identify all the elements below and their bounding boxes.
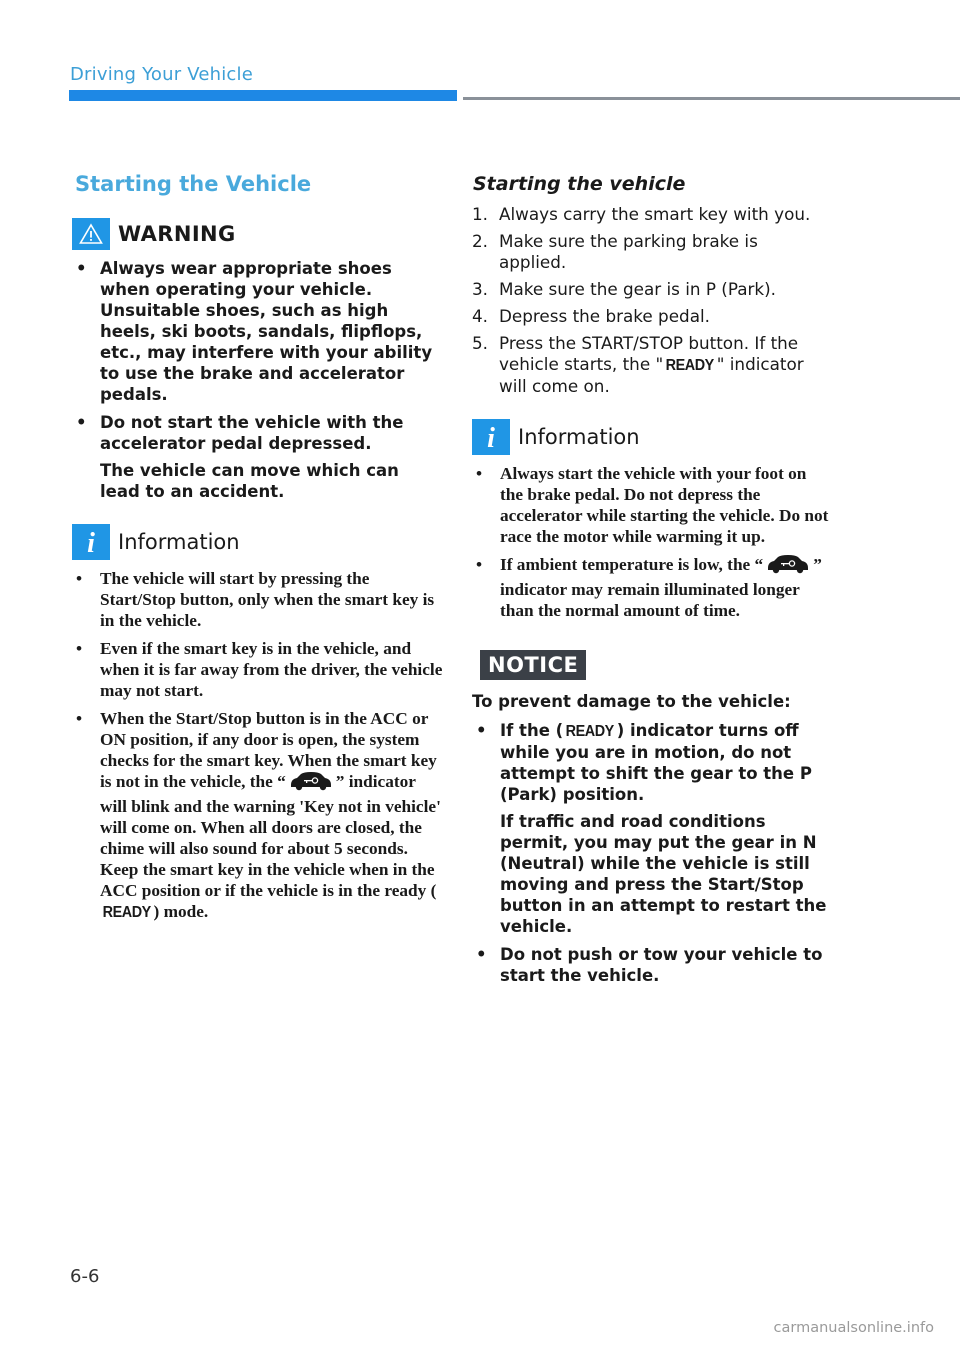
info-item-temperature-text-2: ” indicator may remain illuminated longer than the normal amount of time. <box>500 555 822 620</box>
info-item-acc-text-1: When the Start/Stop button is in the ACC or ON position, if any door is open, the system checks for the smart key. When the smart key is not in the vehicle, the “ <box>100 709 437 791</box>
step-number: 5. <box>472 333 489 353</box>
notice-item-ready-off-extra: If traffic and road conditions permit, you may put the gear in N (Neutral) while the vehicle is still moving and press the Start/Stop button in an attempt to restart the vehicle. <box>500 812 827 936</box>
notice-list <box>472 720 830 986</box>
warning-triangle-icon <box>72 218 110 250</box>
header-rule-grey <box>463 97 960 100</box>
step-text: " indicator will come on. <box>499 354 804 396</box>
info-item-distance: • Even if the smart key is in the vehicle, and when it is far away from the driver, the vehicle may not start. <box>72 638 444 701</box>
section-title: Starting the Vehicle <box>75 172 312 196</box>
step-item <box>472 279 830 300</box>
page-number: 6-6 <box>70 1266 100 1287</box>
step-item <box>472 333 830 397</box>
right-column <box>472 172 830 993</box>
step-text: Make sure the gear is in P (Park). <box>499 279 776 299</box>
notice-label: NOTICE <box>480 650 586 680</box>
step-number: 1. <box>472 204 489 224</box>
notice-item-push-tow: • Do not push or tow your vehicle to start the vehicle. <box>472 944 830 986</box>
info-icon <box>472 419 510 455</box>
info-label-left: Information <box>118 530 240 554</box>
info-item-acc <box>72 708 444 923</box>
step-number: 2. <box>472 231 489 251</box>
header-title: Driving Your Vehicle <box>70 64 253 85</box>
step-text: Make sure the parking brake is applied. <box>499 231 758 272</box>
ready-indicator: READY <box>565 723 615 740</box>
info-item-foot-brake: • Always start the vehicle with your foot on the brake pedal. Do not depress the accelerator while starting the vehicle. Do not race the motor while warming it up. <box>472 463 830 547</box>
info-item-acc-text-3: ) mode. <box>153 902 209 921</box>
info-list-right <box>472 463 830 621</box>
notice-item-text-1: If the ( <box>500 721 564 740</box>
info-heading-right <box>472 419 830 455</box>
info-list-left <box>72 568 444 923</box>
warning-item-pedal-extra: The vehicle can move which can lead to an accident. <box>100 461 399 501</box>
info-heading-left <box>72 524 444 560</box>
info-item-start: • The vehicle will start by pressing the Start/Stop button, only when the smart key is in the vehicle. <box>72 568 444 631</box>
info-icon <box>72 524 110 560</box>
step-text: Always carry the smart key with you. <box>499 204 811 224</box>
smart-key-icon <box>287 771 335 796</box>
step-text: Press the START/STOP button. If the vehicle starts, the " <box>499 333 799 374</box>
info-item-acc-text-2: ” indicator will blink and the warning 'Key not in vehicle' will come on. When all doors are closed, the chime will also sound for about 5 seconds. Keep the smart key in the vehicle when in the ACC position or if the vehicle is in the ready ( <box>100 772 441 900</box>
svg-text:i: i <box>487 423 495 451</box>
warning-label: WARNING <box>118 222 236 246</box>
step-item <box>472 204 830 225</box>
step-item <box>472 306 830 327</box>
ready-indicator: READY <box>102 904 151 921</box>
warning-item-pedal-text: Do not start the vehicle with the accelerator pedal depressed. <box>100 413 404 453</box>
step-text: Depress the brake pedal. <box>499 306 710 326</box>
info-item-temperature-text-1: If ambient temperature is low, the “ <box>500 555 764 574</box>
info-item-temperature <box>472 554 830 621</box>
smart-key-icon <box>764 554 812 579</box>
header-rule-blue <box>69 90 457 101</box>
starting-subtitle: Starting the vehicle <box>473 173 686 195</box>
ready-indicator: READY <box>665 357 715 374</box>
info-label-right: Information <box>518 425 640 449</box>
notice-intro: To prevent damage to the vehicle: <box>472 692 791 711</box>
warning-list <box>72 258 444 502</box>
step-number: 3. <box>472 279 489 299</box>
step-number: 4. <box>472 306 489 326</box>
warning-heading <box>72 218 444 250</box>
start-steps <box>472 204 830 397</box>
svg-text:i: i <box>87 528 95 556</box>
step-item <box>472 231 830 273</box>
notice-item-ready-off <box>472 720 830 937</box>
warning-item-pedal <box>72 412 444 502</box>
left-column <box>72 172 444 930</box>
warning-item-shoes: • Always wear appropriate shoes when operating your vehicle. Unsuitable shoes, such as high heels, ski boots, sandals, flipflops, etc., may interfere with your ability to use the brake and accelerator pedals. <box>72 258 444 405</box>
notice-item-text-2: ) indicator turns off while you are in motion, do not attempt to shift the gear to the P (Park) position. <box>500 721 812 804</box>
watermark: carmanualsonline.info <box>773 1320 934 1336</box>
